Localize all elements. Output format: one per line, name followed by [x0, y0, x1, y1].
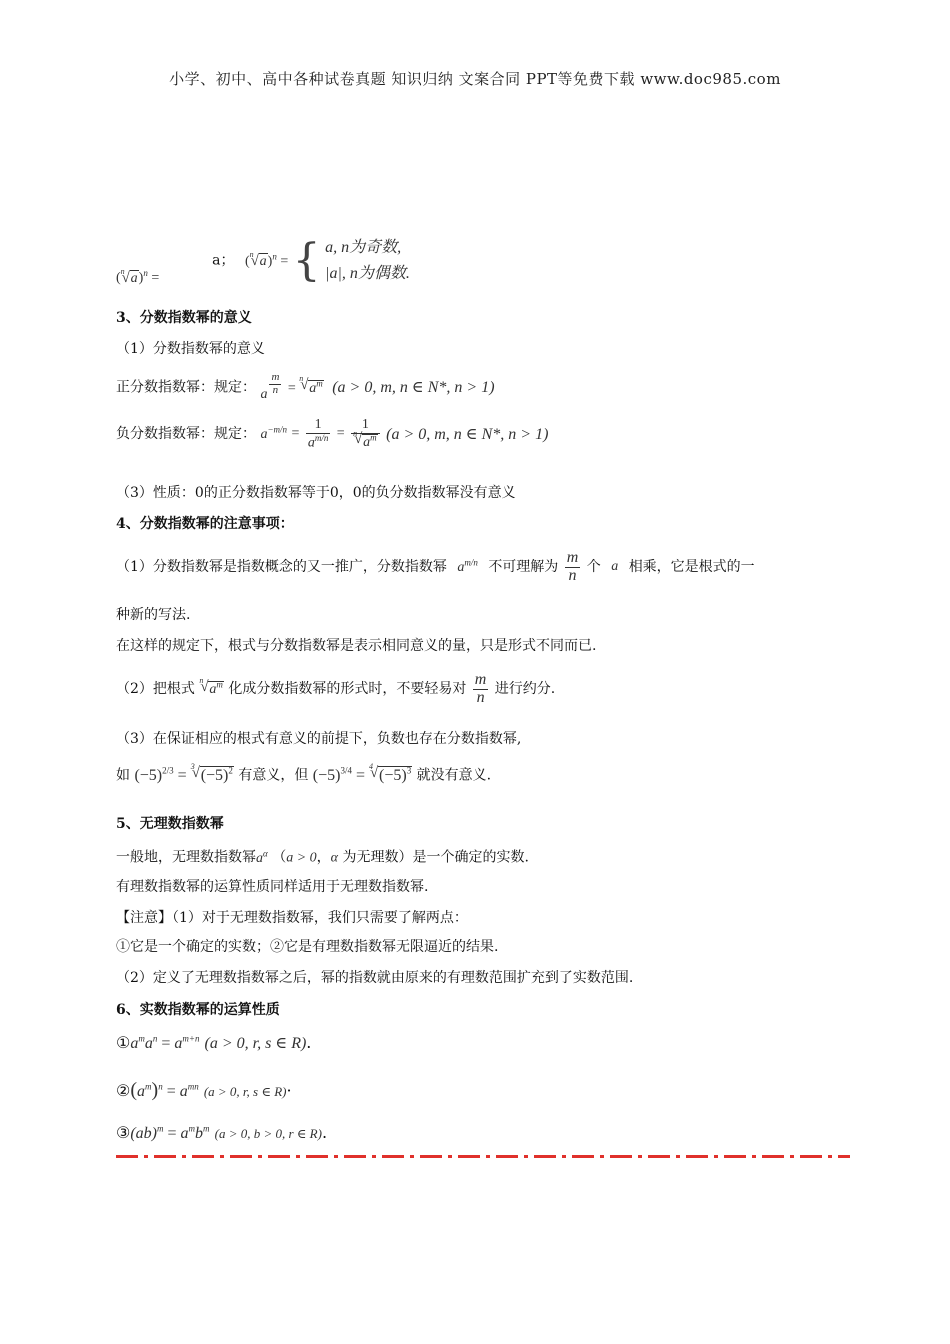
s5-p1e: α — [330, 850, 338, 866]
s5-p3: 【注意】（1）对于无理数指数幂，我们只需要了解两点： — [116, 910, 468, 926]
section-5-title: 5、无理数指数幂 — [116, 816, 224, 832]
s5-p1d: ， — [316, 849, 331, 866]
s3-positive: 正分数指数幂：规定： a $\frac{m}{n}$ = √ n $a^m$ (a > 0, m, n ∈ N*, n > 1) — [116, 372, 495, 404]
s4-p1a: （1）分数指数幂是指数概念的又一推广，分数指数幂 — [116, 558, 447, 575]
page-header: 小学、初中、高中各种试卷真题 知识归纳 文案合同 PPT等免费下载 www.doc985.com — [169, 70, 781, 88]
s3-p1: （1）分数指数幂的意义 — [116, 341, 265, 357]
neg-cond: (a > 0, m, n ∈ N*, n > 1) — [386, 425, 549, 443]
case-odd: a, n为奇数, — [325, 238, 402, 256]
section-3-title: 3、分数指数幂的意义 — [116, 310, 252, 326]
s5-p2: 有理数指数幂的运算性质同样适用于无理数指数幂. — [116, 879, 429, 895]
s4-ex-b: 有意义，但 — [238, 767, 309, 784]
s5-p1f: 为无理数）是一个确定的实数. — [342, 849, 529, 866]
s5-p1b: （ — [272, 849, 287, 866]
s4-p2: （2）把根式 √ n $a^m$ 化成分数指数幂的形式时，不要轻易对 $\frac{m}{n}$ 进行约分. — [116, 672, 555, 707]
rule-1: $①a^ma^n = a^{m+n}$ (a > 0, r, s ∈ R). — [116, 1033, 312, 1052]
s3-p3: （3）性质：0的正分数指数幂等于0，0的负分数指数幂没有意义 — [116, 485, 516, 501]
section-6-title: 6、实数指数幂的运算性质 — [116, 1002, 280, 1018]
formula-root-power: ( √ n a)$^n$ = a； ( √ n a)$^n$ = { a, n为奇数, |a|, n为偶数. — [116, 234, 410, 287]
s4-ex-a: 如 — [116, 767, 130, 784]
s4-p1c: 个 — [586, 558, 601, 575]
s4-p1b: 不可理解为 — [488, 558, 559, 575]
s4-p2b: 化成分数指数幂的形式时，不要轻易对 — [228, 680, 467, 697]
rule-3-cond: (a > 0, b > 0, r ∈ R) — [214, 1126, 322, 1141]
s5-p5: （2）定义了无理数指数幂之后，幂的指数就由原来的有理数范围扩充到了实数范围. — [116, 970, 634, 986]
s4-p1f: 在这样的规定下，根式与分数指数幂是表示相同意义的量，只是形式不同而已. — [116, 638, 597, 654]
formula-a-label: a； — [212, 252, 235, 269]
s5-p4: ①它是一个确定的实数；②它是有理数指数幂无限逼近的结果. — [116, 939, 499, 955]
s4-p3: （3）在保证相应的根式有意义的前提下，负数也存在分数指数幂, — [116, 731, 522, 747]
s4-p1: （1）分数指数幂是指数概念的又一推广，分数指数幂 $a^{m/n}$ 不可理解为 $\frac{m}{n}$ 个 a 相乘，它是根式的一 — [116, 549, 755, 584]
section-4-title: 4、分数指数幂的注意事项： — [116, 516, 294, 532]
pos-cond: (a > 0, m, n ∈ N*, n > 1) — [332, 379, 495, 397]
s4-example: 如 $(-5)^{2/3}$ = √ 3 $(-5)^2$ 有意义，但 $(-5)^{3/4}$ = √ 4 $(-5)^3$ 就没有意义. — [116, 766, 491, 786]
rule-2-cond: (a > 0, r, s ∈ R) — [203, 1084, 287, 1099]
s4-p2c: 进行约分. — [494, 680, 556, 697]
s5-p1: 一般地，无理数指数幂$a^\alpha$ （a > 0，α 为无理数）是一个确定的实数. — [116, 848, 529, 866]
red-dashed-divider — [116, 1155, 850, 1158]
pos-label: 正分数指数幂：规定： — [116, 379, 256, 396]
s5-p1c: a > 0 — [286, 850, 317, 866]
rule-2: $②(a^m)^n = a^{mn}$ (a > 0, r, s ∈ R)· — [116, 1079, 292, 1101]
s4-ex-c: 就没有意义. — [416, 767, 492, 784]
s5-p1a: 一般地，无理数指数幂 — [116, 849, 256, 866]
s4-p2a: （2）把根式 — [116, 680, 195, 697]
rule-1-cond: (a > 0, r, s ∈ R) — [204, 1035, 307, 1052]
s4-p1d: 相乘，它是根式的一 — [628, 558, 755, 575]
neg-label: 负分数指数幂：规定： — [116, 426, 256, 443]
rule-3: ③(ab)$^m$ = $a^mb^m$ (a > 0, b > 0, r ∈ R). — [116, 1123, 328, 1142]
case-even: |a|, n为偶数. — [325, 265, 410, 283]
s3-negative: 负分数指数幂：规定： $a^{-m/n}$ = $\frac{1}{a^{m/n}}$ = 1 √ n $a^m$ (a > 0, m, n ∈ N*, n > 1) — [116, 418, 548, 451]
s4-p1e: 种新的写法. — [116, 607, 191, 623]
